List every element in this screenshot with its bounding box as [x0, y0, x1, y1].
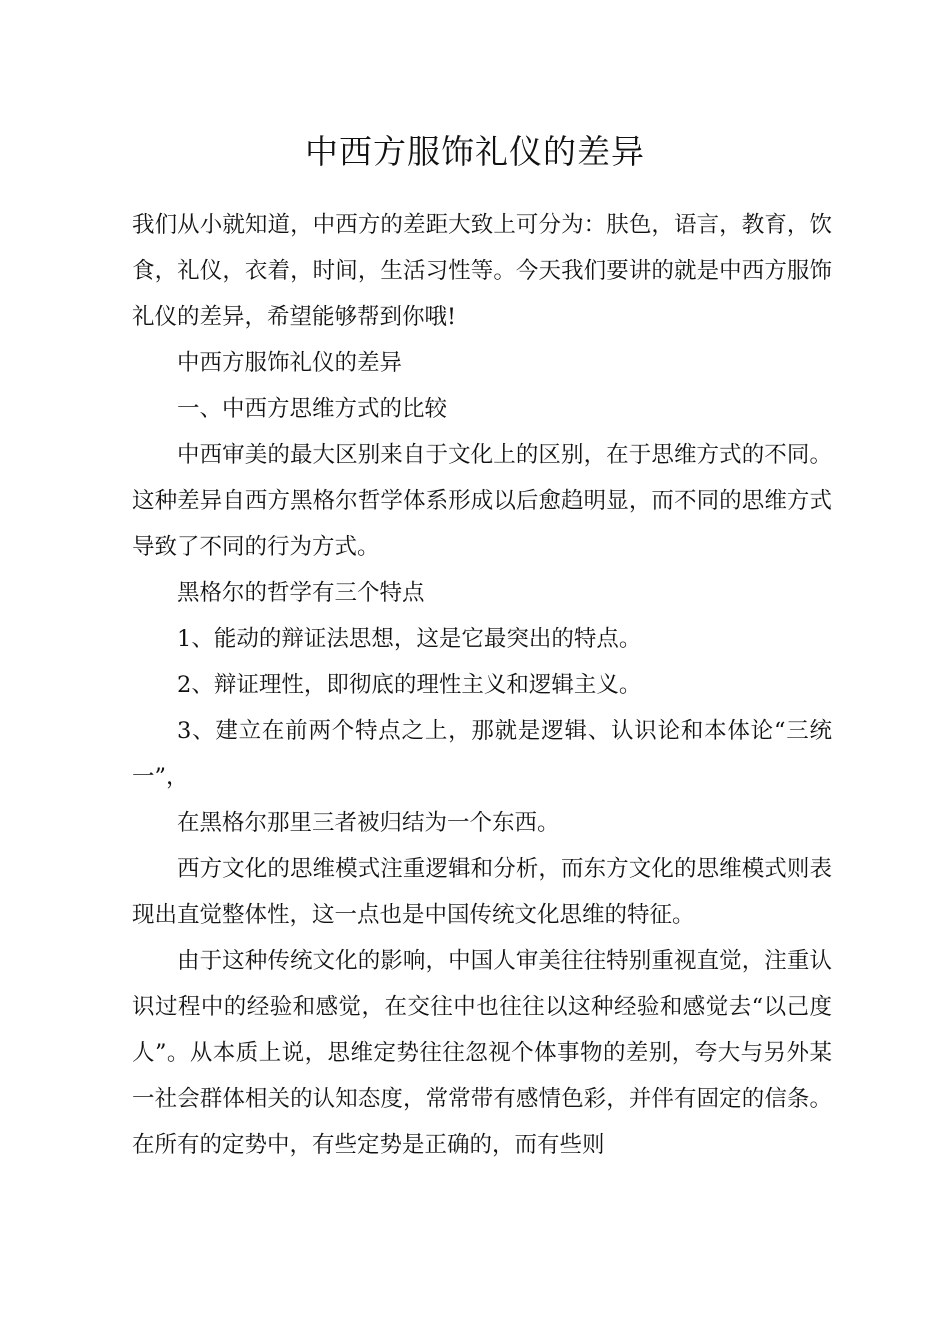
subsection-heading: 一、中西方思维方式的比较: [177, 396, 448, 422]
document-body: [132, 202, 832, 1168]
list-item: 1、能动的辩证法思想，这是它最突出的特点。: [177, 626, 642, 652]
body-paragraph: 由于这种传统文化的影响，中国人审美往往特别重视直觉，注重认识过程中的经验和感觉，在交往中也往往以这种经验和感觉去“以己度人”。从本质上说，思维定势往往忽视个体事物的差别，夸大与另外某一社会群体相关的认知态度，常常带有感情色彩，并伴有固定的信条。在所有的定势中，有些定势是正确的，而有些则: [132, 948, 832, 1158]
body-paragraph: 中西审美的最大区别来自于文化上的区别，在于思维方式的不同。这种差异自西方黑格尔哲学体系形成以后愈趋明显，而不同的思维方式导致了不同的行为方式。: [132, 442, 832, 560]
document-title: 中西方服饰礼仪的差异: [305, 132, 645, 171]
body-paragraph: 在黑格尔那里三者被归结为一个东西。: [177, 810, 560, 836]
list-item: 2、辩证理性，即彻底的理性主义和逻辑主义。: [177, 672, 642, 698]
body-paragraph: 黑格尔的哲学有三个特点: [177, 580, 425, 606]
list-item: 3、建立在前两个特点之上，那就是逻辑、认识论和本体论“三统一”，: [132, 718, 832, 790]
body-paragraph: 西方文化的思维模式注重逻辑和分析，而东方文化的思维模式则表现出直觉整体性，这一点也是中国传统文化思维的特征。: [132, 856, 832, 928]
section-heading: 中西方服饰礼仪的差异: [177, 350, 403, 376]
intro-paragraph: 我们从小就知道，中西方的差距大致上可分为：肤色，语言，教育，饮食，礼仪，衣着，时间，生活习性等。今天我们要讲的就是中西方服饰礼仪的差异，希望能够帮到你哦!: [132, 212, 832, 330]
